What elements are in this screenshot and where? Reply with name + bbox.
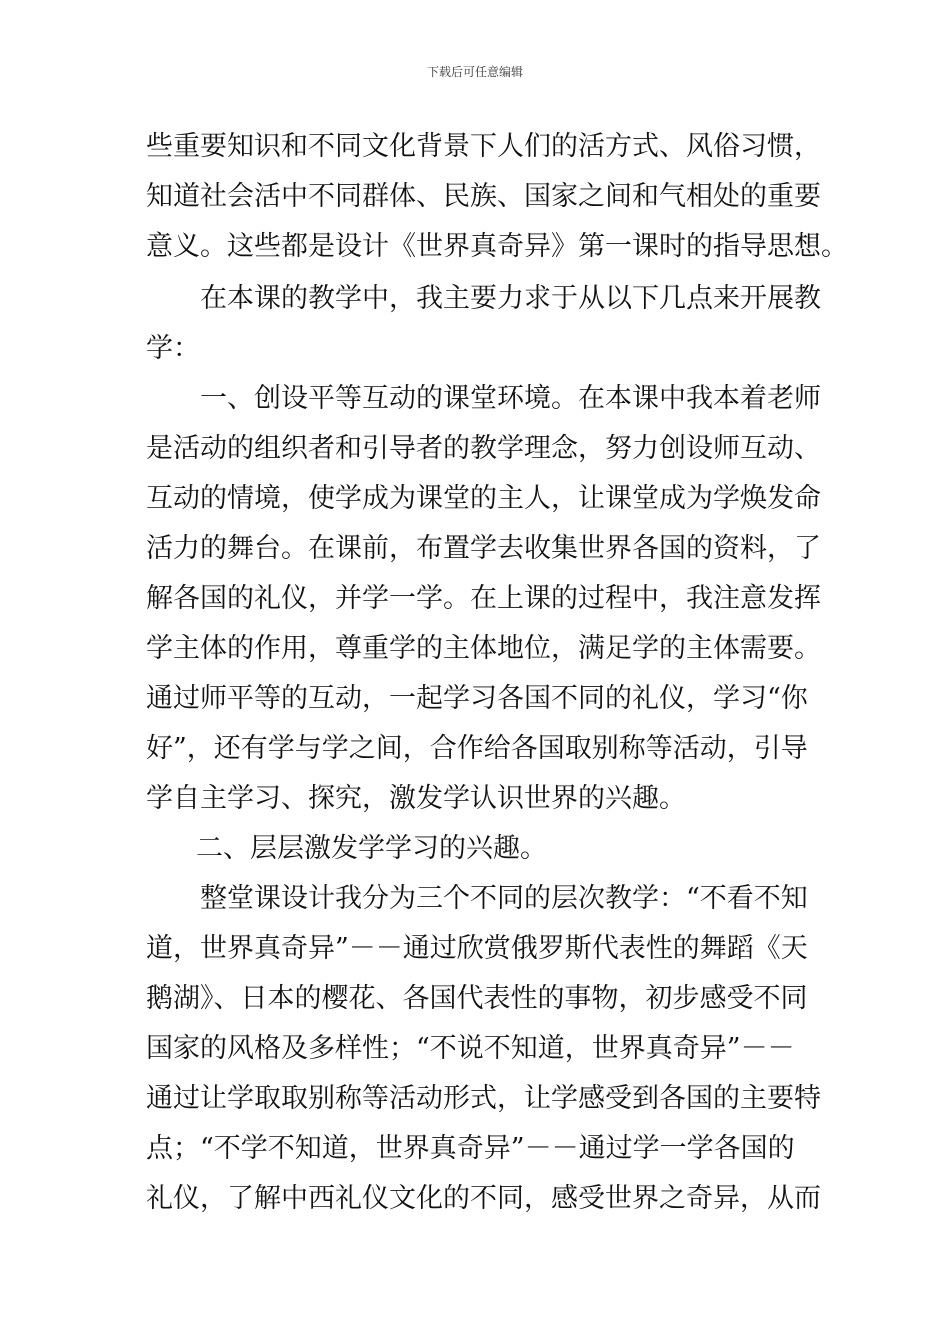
text-line: 学自主学习、探究，激发学认识世界的兴趣。 <box>146 783 686 814</box>
text-line: 知道社会活中不同群体、民族、国家之间和气相处的重要 <box>146 181 821 212</box>
text-line: 整堂课设计我分为三个不同的层次教学：“不看不知 <box>200 883 808 914</box>
text-line: 意义。这些都是设计《世界真奇异》第一课时的指导思想。 <box>146 231 848 262</box>
page-header: 下载后可任意编辑 <box>426 65 523 79</box>
text-line: 道，世界真奇异”－－通过欣赏俄罗斯代表性的舞蹈《天 <box>146 933 808 964</box>
text-line: 在本课的教学中，我主要力求于从以下几点来开展教 <box>200 283 821 314</box>
text-line: 一、创设平等互动的课堂环境。在本课中我本着老师 <box>200 383 821 414</box>
text-line: 礼仪，了解中西礼仪文化的不同，感受世界之奇异，从而 <box>146 1183 821 1214</box>
text-line: 二、层层激发学学习的兴趣。 <box>196 833 547 864</box>
text-line: 鹅湖》、日本的樱花、各国代表性的事物，初步感受不同 <box>146 983 808 1014</box>
text-line: 互动的情境，使学成为课堂的主人，让课堂成为学焕发命 <box>146 483 821 514</box>
text-line: 活力的舞台。在课前，布置学去收集世界各国的资料，了 <box>146 533 821 564</box>
text-line: 通过师平等的互动，一起学习各国不同的礼仪，学习“你 <box>146 683 808 714</box>
text-line: 国家的风格及多样性；“不说不知道，世界真奇异”－－ <box>146 1033 795 1064</box>
text-line: 学主体的作用，尊重学的主体地位，满足学的主体需要。 <box>146 633 821 664</box>
text-line: 解各国的礼仪，并学一学。在上课的过程中，我注意发挥 <box>146 583 821 614</box>
text-line: 通过让学取取别称等活动形式，让学感受到各国的主要特 <box>146 1083 821 1114</box>
text-line: 是活动的组织者和引导者的教学理念，努力创设师互动、 <box>146 433 821 464</box>
text-line: 些重要知识和不同文化背景下人们的活方式、风俗习惯， <box>146 131 821 162</box>
text-line: 学： <box>146 333 200 364</box>
text-line: 点；“不学不知道，世界真奇异”－－通过学一学各国的 <box>146 1133 795 1164</box>
text-line: 好”，还有学与学之间，合作给各国取别称等活动，引导 <box>146 733 808 764</box>
